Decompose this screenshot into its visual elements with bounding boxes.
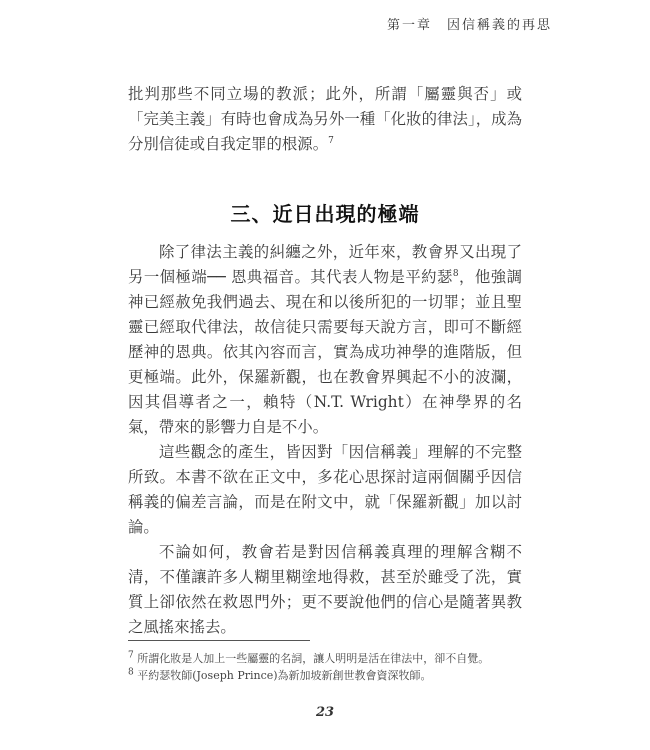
footnote-ref-7: 7 [328,135,334,146]
page-number: 23 [315,705,335,720]
footnote-8 [128,667,528,684]
section-title: 三、近日出現的極端 [230,202,420,226]
paragraph-2: 這些觀念的產生，皆因對「因信稱義」理解的不完整所致。本書不欲在正文中，多花心思探討這兩個關乎因信稱義的偏差言論，而是在附文中，就「保羅新觀」加以討論。 [128,443,522,536]
paragraph-1-part-b: ，他強調神已經赦免我們過去、現在和以後所犯的一切罪；並且聖靈已經取代律法，故信徒只需要每天說方言，即可不斷經歷神的恩典。依其內容而言，實為成功神學的進階版，但更極端。此外，保羅新觀，也在教會界興起不小的波瀾，因其倡導者之一，賴特（N.T. Wright）在神學界的名氣，帶來的影響力自是不小。 [128,268,522,436]
footnote-divider [128,640,310,641]
footnote-7 [128,650,528,667]
footnote-7-text: 所謂化妝是人加上一些屬靈的名詞，讓人明明是活在律法中，卻不自覺。 [137,652,490,665]
body-text [128,240,522,640]
running-header: 第一章 因信稱義的再思 [386,18,552,33]
top-paragraph [128,82,522,157]
paragraph-1-part-a: 除了律法主義的糾纏之外，近年來，教會界又出現了另一個極端── 恩典福音。其代表人物是平約瑟 [128,243,522,286]
footnotes [128,650,528,684]
footnote-ref-8: 8 [452,268,459,279]
footnote-7-num: 7 [128,650,134,661]
top-paragraph-text: 批判那些不同立場的教派；此外，所謂「屬靈與否」或「完美主義」有時也會成為另外一種「化妝的律法」，成為分別信徒或自我定罪的根源。 [128,85,522,153]
paragraph-3: 不論如何，教會若是對因信稱義真理的理解含糊不清，不僅讓許多人糊里糊塗地得救，甚至於雖受了洗，實質上卻依然在救恩門外；更不要說他們的信心是隨著異教之風搖來搖去。 [128,543,522,636]
paragraph-1 [128,240,522,440]
footnote-8-text: 平約瑟牧師(Joseph Prince)為新加坡新創世教會資深牧師。 [137,669,432,682]
footnote-8-num: 8 [128,667,134,678]
